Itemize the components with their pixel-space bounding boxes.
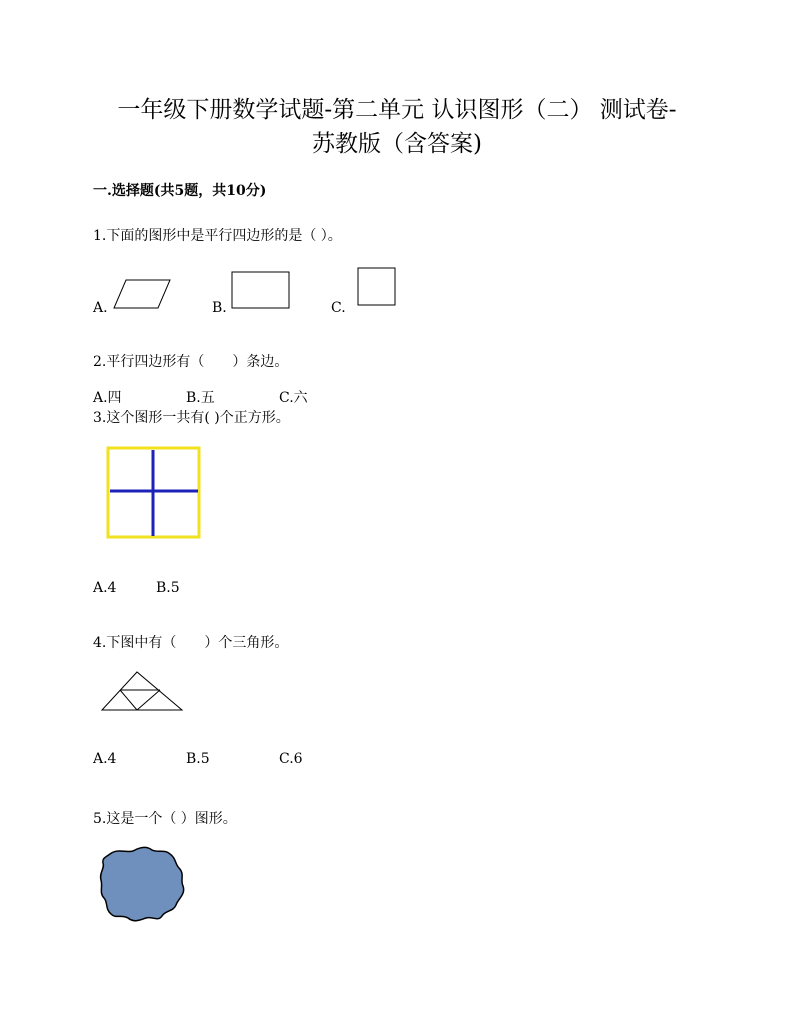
triangles-figure (100, 668, 186, 714)
question-4-option-a[interactable]: A.4 (93, 751, 117, 767)
question-2-option-b[interactable]: B.五 (186, 390, 215, 406)
question-5-text: 5.这是一个（ ）图形。 (93, 811, 237, 827)
rectangle-figure (230, 270, 292, 310)
question-4-option-b[interactable]: B.5 (186, 751, 210, 767)
question-4-option-c[interactable]: C.6 (279, 751, 303, 767)
section-heading: 一.选择题(共5题，共10分) (93, 183, 267, 199)
question-1-option-a[interactable]: A. (93, 300, 108, 316)
question-2-option-c[interactable]: C.六 (279, 390, 308, 406)
question-3-text: 3.这个图形一共有( )个正方形。 (93, 410, 290, 426)
question-4-text: 4.下图中有（ ）个三角形。 (93, 635, 289, 651)
question-2-option-a[interactable]: A.四 (93, 390, 122, 406)
question-3-option-a[interactable]: A.4 (93, 580, 117, 596)
question-2-text: 2.平行四边形有（ ）条边。 (93, 354, 289, 370)
question-1-option-c[interactable]: C. (331, 300, 346, 316)
parallelogram-figure (110, 276, 180, 312)
page-title-line2: 苏教版（含答案) (312, 131, 482, 157)
square-figure (356, 266, 398, 308)
irregular-shape-figure (96, 844, 188, 924)
four-squares-figure (106, 446, 202, 540)
question-3-option-b[interactable]: B.5 (156, 580, 180, 596)
question-1-text: 1.下面的图形中是平行四边形的是（ ）。 (93, 228, 342, 244)
question-1-option-b[interactable]: B. (212, 300, 227, 316)
page-title-line1: 一年级下册数学试题-第二单元 认识图形（二） 测试卷- (117, 97, 677, 123)
